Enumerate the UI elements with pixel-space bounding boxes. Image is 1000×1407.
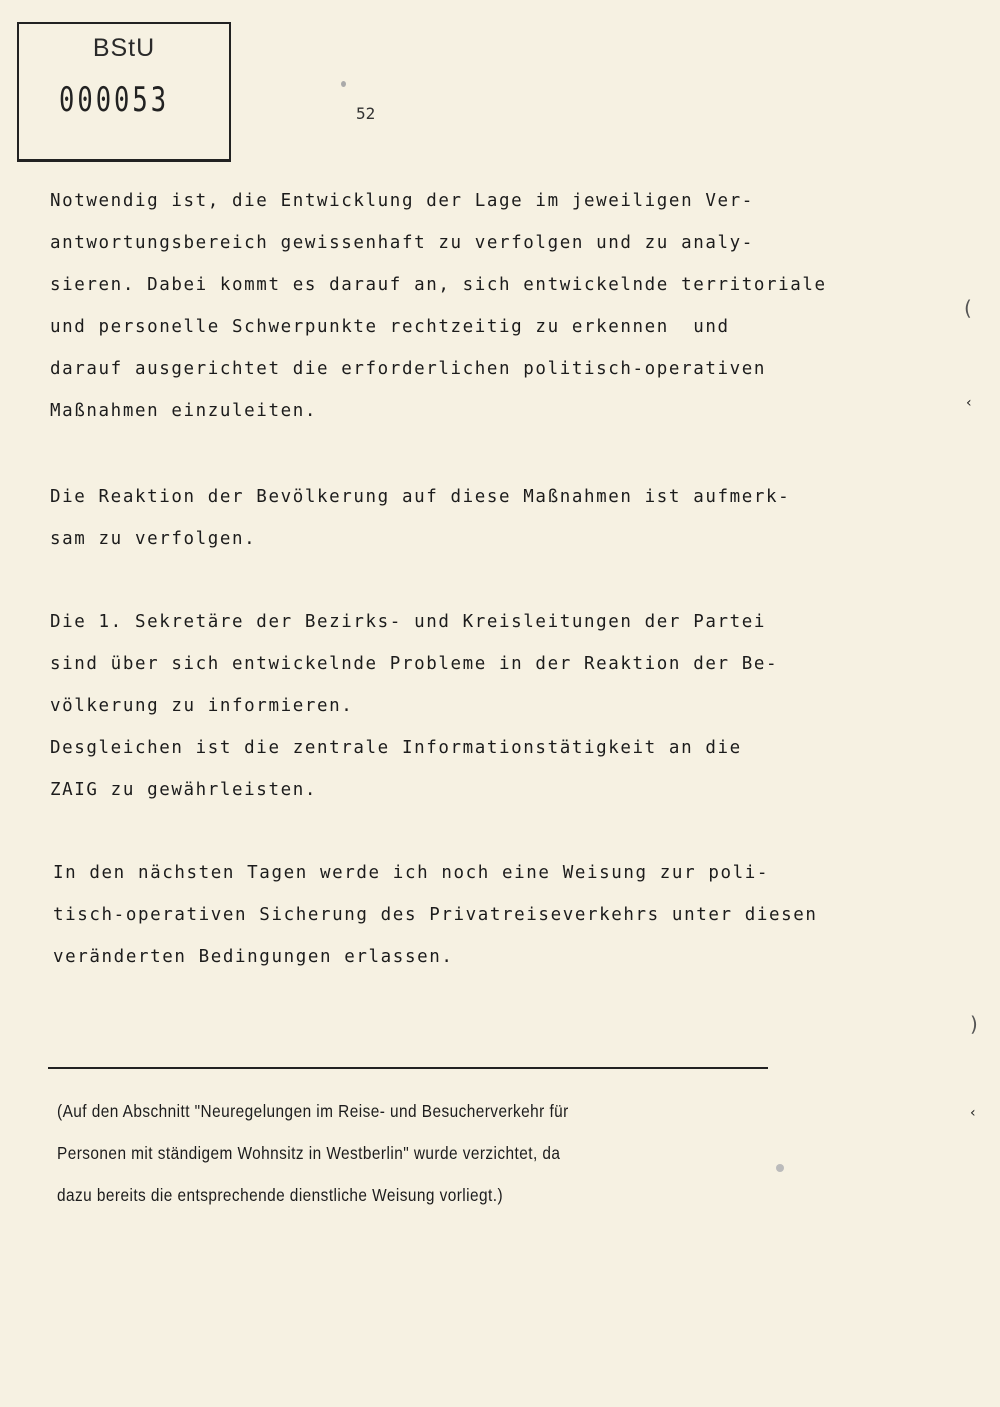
text-line: dazu bereits die entsprechende dienstliche Weisung vorliegt.) — [57, 1185, 504, 1205]
archive-stamp — [17, 22, 231, 162]
paragraph-1 — [50, 180, 827, 432]
text-line: Desgleichen ist die zentrale Informationstätigkeit an die — [50, 738, 742, 758]
paragraph-3 — [50, 601, 778, 811]
footnote-divider — [48, 1067, 768, 1069]
text-line: (Auf den Abschnitt "Neuregelungen im Reise- und Besucherverkehr für — [57, 1101, 569, 1121]
text-line: Maßnahmen einzuleiten. — [50, 401, 317, 421]
text-line: sam zu verfolgen. — [50, 529, 257, 549]
margin-mark: ‹ — [970, 1105, 976, 1121]
text-line: Personen mit ständigem Wohnsitz in Westberlin" wurde verzichtet, da — [57, 1143, 561, 1163]
text-line: sieren. Dabei kommt es darauf an, sich entwickelnde territoriale — [50, 275, 827, 295]
paragraph-2 — [50, 476, 790, 560]
footnote — [57, 1090, 569, 1216]
paragraph-4 — [53, 852, 818, 978]
text-line: Die Reaktion der Bevölkerung auf diese Maßnahmen ist aufmerk- — [50, 487, 791, 507]
stamp-org: BStU — [92, 34, 156, 62]
text-line: veränderten Bedingungen erlassen. — [53, 947, 454, 967]
text-line: Die 1. Sekretäre der Bezirks- und Kreisleitungen der Partei — [50, 612, 767, 632]
text-line: darauf ausgerichtet die erforderlichen politisch-operativen — [50, 359, 767, 379]
text-line: ZAIG zu gewährleisten. — [50, 780, 317, 800]
paper-speck — [341, 81, 346, 87]
text-line: antwortungsbereich gewissenhaft zu verfolgen und zu analy- — [50, 233, 754, 253]
text-line: In den nächsten Tagen werde ich noch eine Weisung zur poli- — [53, 863, 770, 883]
text-line: Notwendig ist, die Entwicklung der Lage im jeweiligen Ver- — [50, 191, 754, 211]
text-line: tisch-operativen Sicherung des Privatreiseverkehrs unter diesen — [53, 905, 818, 925]
text-line: und personelle Schwerpunkte rechtzeitig zu erkennen und — [50, 317, 730, 337]
margin-mark: ) — [970, 1012, 978, 1036]
margin-mark: ‹ — [966, 395, 972, 411]
margin-mark: ( — [964, 296, 972, 320]
page-number: 52 — [356, 104, 376, 123]
paper-speck — [776, 1164, 784, 1172]
text-line: sind über sich entwickelnde Probleme in der Reaktion der Be- — [50, 654, 779, 674]
stamp-number: 000053 — [59, 80, 170, 120]
text-line: völkerung zu informieren. — [50, 696, 354, 716]
